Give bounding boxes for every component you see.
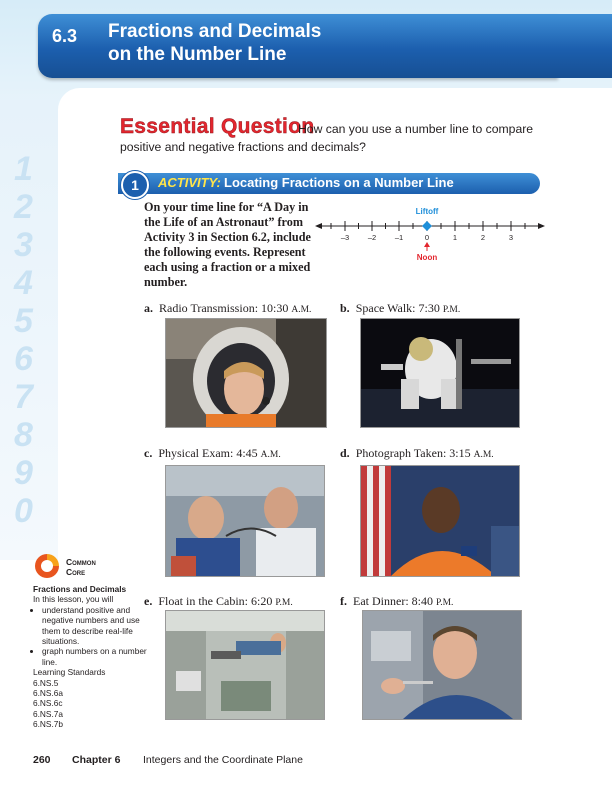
event-item-c bbox=[144, 446, 281, 461]
photo-radio-transmission bbox=[165, 318, 327, 428]
footer-chapter-title: Integers and the Coordinate Plane bbox=[143, 754, 303, 766]
event-item-a bbox=[144, 301, 311, 316]
number-line-tick-label: 2 bbox=[480, 233, 486, 242]
photo-eat-dinner bbox=[362, 610, 522, 720]
sidebar-content bbox=[33, 584, 151, 730]
event-text: Photograph Taken: 3:15 bbox=[355, 446, 474, 460]
activity-number: 1 bbox=[121, 171, 149, 199]
margin-digit: 1 bbox=[14, 150, 33, 188]
number-line-tick-label: 0 bbox=[424, 233, 430, 242]
section-number: 6.3 bbox=[52, 26, 78, 46]
margin-digit: 4 bbox=[14, 264, 33, 302]
section-title-line2: on the Number Line bbox=[108, 44, 287, 65]
number-line-tick-label: –2 bbox=[367, 233, 377, 242]
essential-question-text-line1: How can you use a number line to compare bbox=[298, 122, 534, 136]
number-line-tick-label: –3 bbox=[340, 233, 350, 242]
event-letter: e. bbox=[144, 594, 153, 608]
noon-label: Noon bbox=[416, 253, 438, 262]
photo-physical-exam bbox=[165, 465, 325, 577]
sidebar-intro: In this lesson, you will bbox=[33, 594, 114, 605]
noon-arrow-icon bbox=[424, 242, 430, 247]
left-arrow-icon bbox=[315, 223, 322, 229]
section-title-line1: Fractions and Decimals bbox=[108, 21, 322, 42]
event-text: Eat Dinner: 8:40 bbox=[353, 594, 436, 608]
common-core-label-line1: Common bbox=[66, 557, 96, 567]
common-core-label bbox=[66, 557, 96, 577]
event-text: Space Walk: 7:30 bbox=[355, 301, 443, 315]
standard-item: 6.NS.5 bbox=[33, 677, 59, 688]
standard-item: 6.NS.7b bbox=[33, 719, 63, 730]
event-letter: a. bbox=[144, 301, 153, 315]
event-suffix: P.M. bbox=[442, 305, 461, 315]
event-text: Radio Transmission: 10:30 bbox=[159, 301, 292, 315]
event-text: Float in the Cabin: 6:20 bbox=[158, 594, 276, 608]
number-line bbox=[315, 200, 545, 270]
margin-digit: 5 bbox=[14, 302, 33, 340]
common-core-logo-icon bbox=[32, 551, 62, 581]
margin-digit: 8 bbox=[14, 416, 33, 454]
event-item-f bbox=[340, 594, 453, 609]
event-item-e bbox=[144, 594, 293, 609]
essential-question-text-line2: positive and negative fractions and decimals? bbox=[120, 140, 366, 154]
sidebar-bullet: • graph numbers on a number line. bbox=[42, 646, 151, 667]
event-suffix: A.M. bbox=[473, 450, 494, 460]
margin-digits bbox=[14, 150, 54, 530]
activity-intro: On your time line for “A Day in the Life of an Astronaut” from Activity 3 in Section 6.2, include the following events. Represent each using a fraction or a mixed number. bbox=[144, 200, 311, 289]
liftoff-label: Liftoff bbox=[415, 207, 439, 216]
event-letter: f. bbox=[340, 594, 347, 608]
sidebar-bullet: • understand positive and negative numbers and use them to describe real-life situations. bbox=[42, 605, 151, 647]
event-item-d bbox=[340, 446, 494, 461]
margin-digit: 9 bbox=[14, 454, 33, 492]
standard-item: 6.NS.6a bbox=[33, 688, 63, 699]
photo-float-in-cabin bbox=[165, 610, 325, 720]
common-core-label-line2: Core bbox=[66, 567, 86, 577]
event-suffix: P.M. bbox=[435, 598, 454, 608]
event-letter: d. bbox=[340, 446, 350, 460]
standard-item: 6.NS.6c bbox=[33, 698, 63, 709]
number-line-tick-label: –1 bbox=[394, 233, 404, 242]
event-item-b bbox=[340, 301, 460, 316]
essential-question-label: Essential Question bbox=[120, 115, 315, 138]
event-text: Physical Exam: 4:45 bbox=[158, 446, 261, 460]
margin-digit: 3 bbox=[14, 226, 33, 264]
sidebar-heading: Fractions and Decimals bbox=[33, 584, 127, 594]
margin-digit: 6 bbox=[14, 340, 33, 378]
margin-digit: 7 bbox=[14, 378, 33, 416]
margin-digit: 2 bbox=[14, 188, 33, 226]
sidebar-bullets bbox=[33, 605, 151, 667]
standards-heading: Learning Standards bbox=[33, 667, 106, 678]
activity-title: Locating Fractions on a Number Line bbox=[224, 175, 454, 190]
number-line-tick-label: 1 bbox=[452, 233, 458, 242]
event-letter: b. bbox=[340, 301, 350, 315]
event-suffix: A.M. bbox=[260, 450, 281, 460]
event-letter: c. bbox=[144, 446, 153, 460]
section-header-bar-tail bbox=[520, 14, 612, 78]
activity-label: ACTIVITY: bbox=[158, 175, 221, 190]
margin-digit: 0 bbox=[14, 492, 33, 530]
right-arrow-icon bbox=[538, 223, 545, 229]
photo-space-walk bbox=[360, 318, 520, 428]
footer-chapter: Chapter 6 bbox=[72, 754, 121, 766]
event-suffix: P.M. bbox=[275, 598, 293, 608]
photo-photograph-taken bbox=[360, 465, 520, 577]
liftoff-marker-icon bbox=[422, 221, 432, 231]
standard-item: 6.NS.7a bbox=[33, 708, 63, 719]
event-suffix: A.M. bbox=[291, 305, 312, 315]
page-number: 260 bbox=[33, 754, 51, 766]
section-title bbox=[108, 20, 321, 66]
number-line-tick-label: 3 bbox=[508, 233, 514, 242]
